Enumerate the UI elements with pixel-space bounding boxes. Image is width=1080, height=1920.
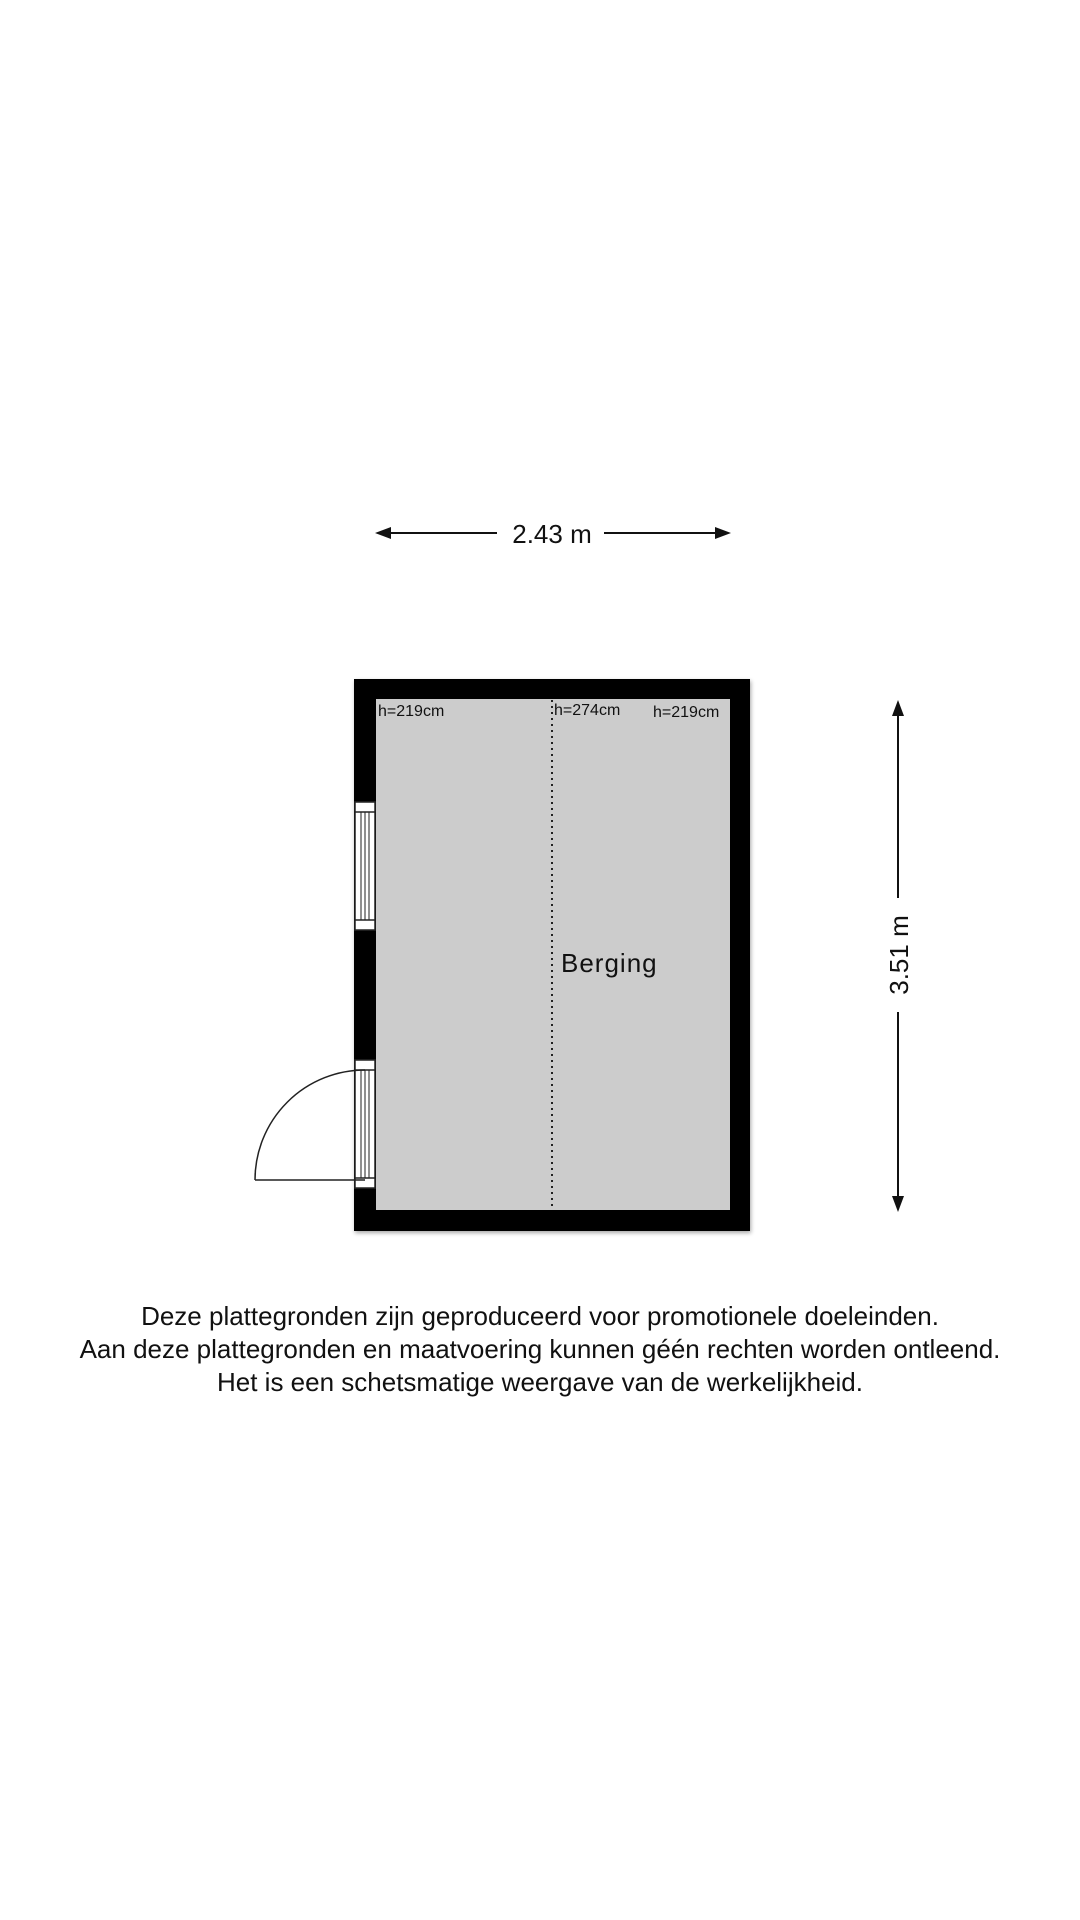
width-dimension (375, 519, 731, 549)
disclaimer (0, 1300, 1080, 1399)
depth-arrowhead-top (892, 700, 904, 716)
window-sill-top (355, 802, 375, 812)
width-arrowhead-left (375, 527, 391, 539)
door (255, 1060, 375, 1188)
disclaimer-line-2: Aan deze plattegronden en maatvoering kunnen géén rechten worden ontleend. (79, 1334, 1001, 1364)
window (355, 802, 375, 930)
depth-arrowhead-bottom (892, 1196, 904, 1212)
depth-label: 3.51 m (884, 915, 914, 995)
depth-dimension (884, 700, 914, 1212)
height-label-left: h=219cm (378, 703, 445, 720)
height-label-ridge: h=274cm (554, 702, 621, 719)
door-jamb-top (355, 1060, 375, 1070)
room-label: Berging (561, 948, 658, 978)
width-label: 2.43 m (512, 519, 592, 549)
window-sill-bottom (355, 920, 375, 930)
height-label-right: h=219cm (653, 704, 720, 721)
door-swing-arc (255, 1070, 365, 1180)
disclaimer-line-1: Deze plattegronden zijn geproduceerd voor promotionele doeleinden. (141, 1301, 939, 1331)
width-arrowhead-right (715, 527, 731, 539)
disclaimer-line-3: Het is een schetsmatige weergave van de werkelijkheid. (216, 1367, 863, 1397)
